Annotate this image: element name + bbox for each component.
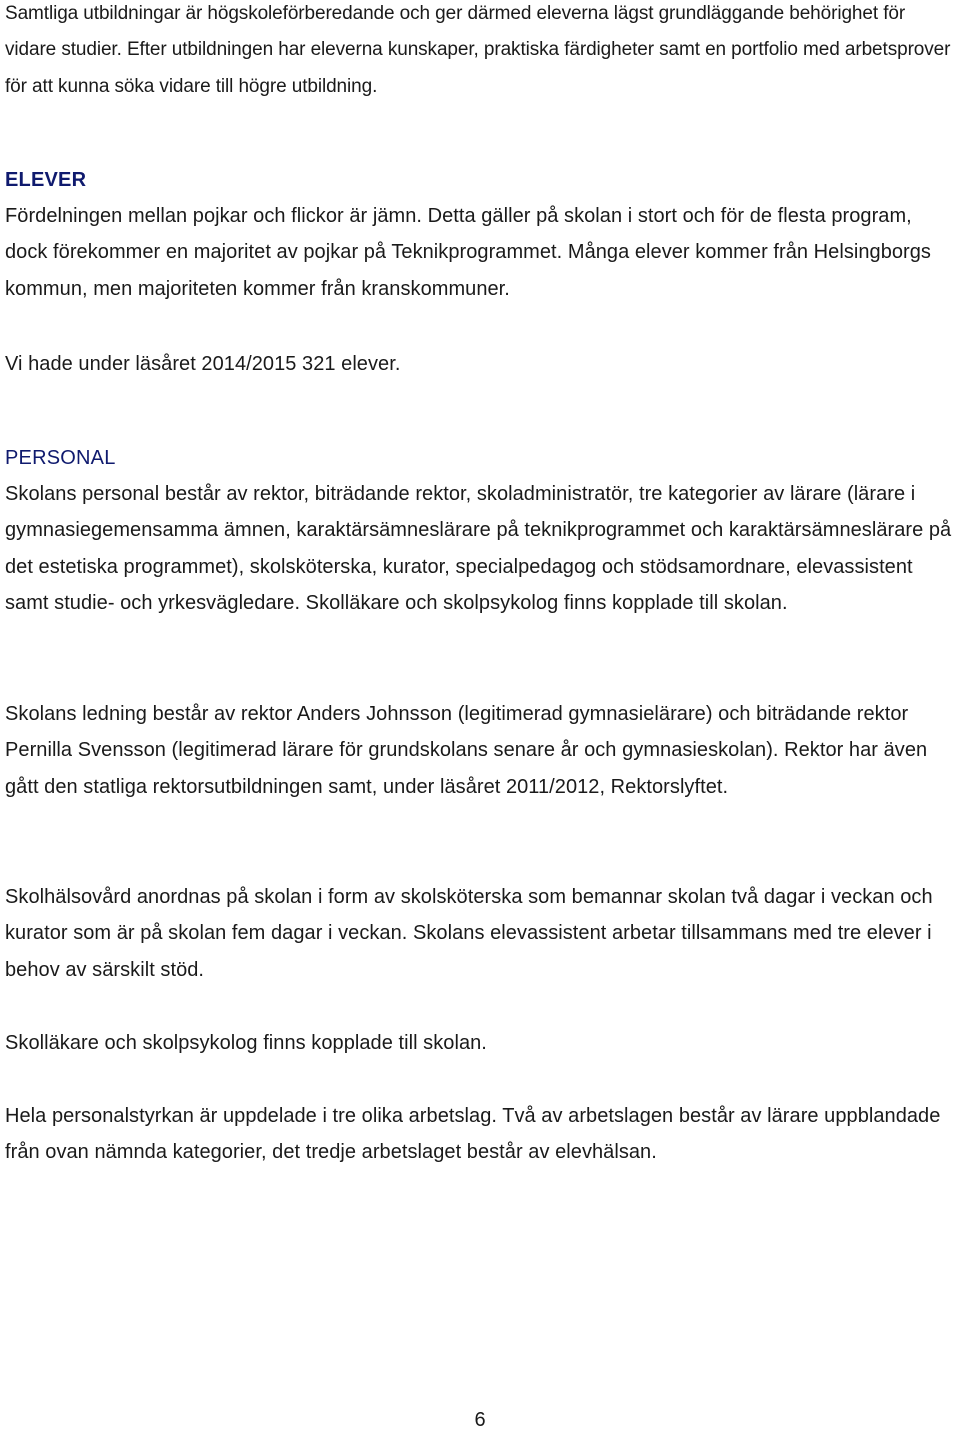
intro-paragraph: Samtliga utbildningar är högskoleförberedande och ger därmed eleverna lägst grundläggande behörighet för vidare studier. Efter utbildningen har eleverna kunskaper, praktiska färdigheter samt en portfolio med arbetsprover för att kunna söka vidare till högre utbildning. [5, 3, 951, 97]
elever-heading: ELEVER [5, 169, 87, 191]
halsovard-paragraph: Skolhälsovård anordnas på skolan i form av skolsköterska som bemannar skolan två dagar i veckan och kurator som är på skolan fem dagar i veckan. Skolans elevassistent arbetar tillsammans med tre elever i behov av särskilt stöd. [5, 886, 933, 981]
ledning-paragraph: Skolans ledning består av rektor Anders Johnsson (legitimerad gymnasielärare) och biträdande rektor Pernilla Svensson (legitimerad lärare för grundskolans senare år och gymnasieskolan). Rektor har även gått den statliga rektorsutbildningen samt, under läsåret 2011/2012, Rektorslyftet. [5, 703, 928, 798]
arbetslag-paragraph: Hela personalstyrkan är uppdelade i tre olika arbetslag. Två av arbetslagen består av lärare uppblandade från ovan nämnda kategorier, det tredje arbetslaget består av elevhälsan. [5, 1105, 941, 1164]
elever-paragraph: Fördelningen mellan pojkar och flickor är jämn. Detta gäller på skolan i stort och för de flesta program, dock förekommer en majoritet av pojkar på Teknikprogrammet. Många elever kommer från Helsingborgs kommun, men majoriteten kommer från kranskommuner. [5, 205, 931, 300]
personal-heading: PERSONAL [5, 447, 116, 469]
skollakare-paragraph: Skolläkare och skolpsykolog finns kopplade till skolan. [5, 1032, 487, 1054]
personal-paragraph: Skolans personal består av rektor, biträdande rektor, skoladministratör, tre kategorier av lärare (lärare i gymnasiegemensamma ämnen, karaktärsämneslärare på teknikprogrammet och karaktärsämneslärare på det estetiska programmet), skolsköterska, kurator, specialpedagog och stödsamordnare, elevassistent samt studie- och yrkesvägledare. Skolläkare och skolpsykolog finns kopplade till skolan. [5, 483, 952, 614]
elever-count-paragraph: Vi hade under läsåret 2014/2015 321 elever. [5, 353, 401, 375]
page-number: 6 [474, 1409, 486, 1431]
